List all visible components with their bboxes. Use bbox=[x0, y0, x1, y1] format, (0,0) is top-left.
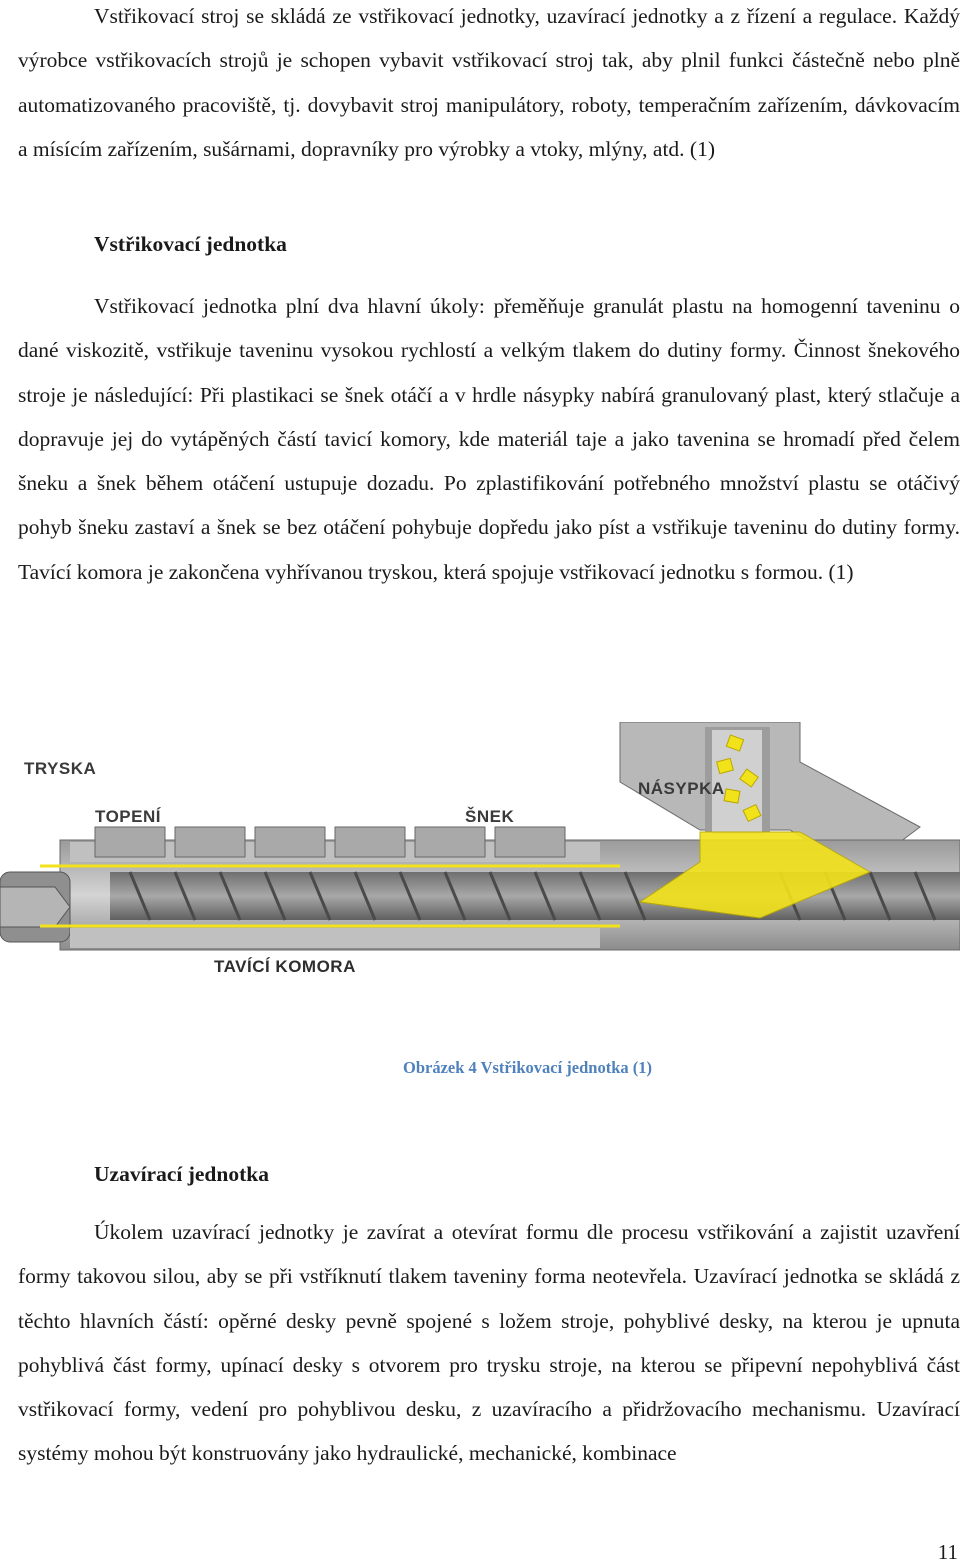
label-snek: ŠNEK bbox=[465, 807, 515, 826]
paragraph-injection-unit: Vstřikovací jednotka plní dva hlavní úkoly: přeměňuje granulát plastu na homogenní taveninu o dané viskozitě, vstřikuje taveninu vysokou rychlostí a velkým tlakem do dutiny formy. Činnost šnekového stroje je následující: Při plastikaci se šnek otáčí a v hrdle násypky nabírá granulovaný plast, který stlačuje a dopravuje jej do vytápěných částí tavicí komory, kde materiál taje a jako tavenina se hromadí před čelem šneku a šnek během otáčení ustupuje dozadu. Po zplastifikování potřebného množství plastu se otáčivý pohyb šneku zastaví a šnek se bez otáčení pohybuje dopředu jako píst a vstřikuje taveninu do dutiny formy. Tavící komora je zakončena vyhřívanou tryskou, která spojuje vstřikovací jednotku s formou. (1) bbox=[18, 294, 960, 584]
page-number: 11 bbox=[937, 1540, 958, 1564]
label-topeni: TOPENÍ bbox=[95, 807, 161, 826]
paragraph-clamping-unit: Úkolem uzavírací jednotky je zavírat a otevírat formu dle procesu vstřikování a zajistit uzavření formy takovou silou, aby se při vstříknutí tlakem taveniny forma neotevřela. Uzavírací jednotka se skládá z těchto hlavních částí: opěrné desky pevně spojené s ložem stroje, pohyblivé desky, na kterou je upnuta pohyblivá část formy, upínací desky s otvorem pro trysku stroje, na kterou se připevní nepohyblivá část vstřikovací formy, vedení pro pohyblivou desku, z uzavíracího a přidržovacího mechanismu. Uzavírací systémy mohou být konstruovány jako hydraulické, mechanické, kombinace bbox=[18, 1220, 960, 1466]
injection-unit-diagram bbox=[0, 722, 960, 1052]
figure-caption: Obrázek 4 Vstřikovací jednotka (1) bbox=[402, 1058, 652, 1077]
heading-clamping-unit: Uzavírací jednotka bbox=[94, 1162, 269, 1186]
label-nasypka: NÁSYPKA bbox=[638, 779, 725, 798]
injection-unit-figure bbox=[0, 722, 960, 1052]
label-tavici-komora: TAVÍCÍ KOMORA bbox=[214, 957, 356, 976]
heading-injection-unit: Vstřikovací jednotka bbox=[94, 232, 287, 256]
paragraph-intro: Vstřikovací stroj se skládá ze vstřikovací jednotky, uzavírací jednotky a z řízení a regulace. Každý výrobce vstřikovacích strojů je schopen vybavit vstřikovací stroj tak, aby plnil funkci částečně nebo plně automatizovaného pracoviště, tj. dovybavit stroj manipulátory, roboty, temperačním zařízením, dávkovacím a mísícím zařízením, sušárnami, dopravníky pro výrobky a vtoky, mlýny, atd. (1) bbox=[18, 4, 960, 161]
label-tryska: TRYSKA bbox=[24, 759, 97, 778]
